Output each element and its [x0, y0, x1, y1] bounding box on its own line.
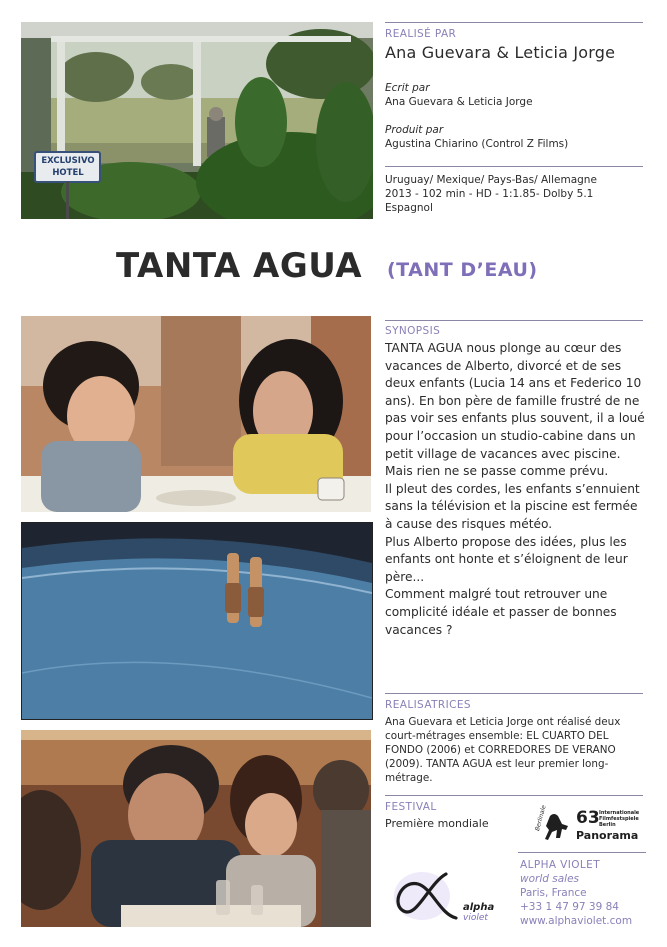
film-still-restaurant	[21, 730, 371, 927]
producer-name: Agustina Chiarino (Control Z Films)	[385, 138, 569, 150]
festival-label: FESTIVAL	[385, 801, 437, 813]
distributor-name: ALPHA VIOLET	[520, 859, 601, 871]
synopsis-paragraph: Plus Alberto propose des idées, plus les enfants ont honte et s’éloignent de leur père...	[385, 534, 628, 584]
directors-name: Ana Guevara & Leticia Jorge	[385, 43, 616, 62]
berlinale-badge	[536, 800, 646, 848]
directors-bio: Ana Guevara et Leticia Jorge ont réalisé deux court-métrages ensemble: EL CUARTO DEL FONDO (2006) et CORREDORES DE VERANO (2009). TANTA AGUA est leur premier long-métrage.	[385, 716, 621, 784]
festival-rule	[385, 795, 643, 796]
synopsis-paragraph: Comment malgré tout retrouver une complicité idéale et passer de bonnes vacances ?	[385, 587, 617, 637]
produced-by-label: Produit par	[385, 124, 444, 136]
directors-rule	[385, 693, 643, 694]
directed-by-label: REALISÉ PAR	[385, 28, 457, 40]
credits-top-rule	[385, 22, 643, 23]
tech-info-language: Espagnol	[385, 202, 433, 214]
hotel-sign-line1: EXCLUSIVO	[41, 156, 95, 166]
synopsis-paragraph: Il pleut des cordes, les enfants s’ennuient sans la télévision et la piscine est fermée à cause des risques météo.	[385, 481, 640, 531]
distributor-role: world sales	[520, 873, 580, 885]
synopsis-text	[385, 340, 647, 639]
alpha-symbol-icon	[388, 866, 473, 926]
berlinale-section: Panorama	[576, 829, 639, 842]
directors-section-label: REALISATRICES	[385, 699, 471, 711]
hotel-sign-line2: HOTEL	[52, 168, 84, 178]
film-still-kids-table	[21, 316, 371, 512]
distributor-website[interactable]: www.alphaviolet.com	[520, 915, 633, 927]
alpha-violet-logo	[388, 866, 508, 926]
berlinale-line2: Filmfestspiele	[599, 816, 639, 822]
logo-word-violet: violet	[463, 913, 488, 923]
film-still-pool	[21, 522, 373, 720]
writers-name: Ana Guevara & Leticia Jorge	[385, 96, 533, 108]
logo-word-alpha: alpha	[463, 902, 495, 913]
synopsis-label: SYNOPSIS	[385, 325, 441, 337]
written-by-label: Ecrit par	[385, 82, 430, 94]
festival-text: Première mondiale	[385, 817, 489, 830]
synopsis-paragraph: TANTA AGUA nous plonge au cœur des vacances de Alberto, divorcé et de ses deux enfants (Lucia 14 ans et Federico 10 ans). En bon père de famille frustré de ne pas voir ses enfants plus souvent, il a loué pour l’occasion un studio-cabine dans un petit village de vacances avec piscine. Mais rien ne se passe comme prévu.	[385, 341, 645, 479]
film-title-translation: (TANT D’EAU)	[387, 259, 538, 281]
distributor-phone: +33 1 47 97 39 84	[520, 901, 619, 913]
berlinale-edition-number: 63	[576, 808, 600, 828]
berlinale-line1: Internationale	[599, 810, 640, 816]
tech-info-countries: Uruguay/ Mexique/ Pays-Bas/ Allemagne	[385, 174, 597, 186]
tech-info-specs: 2013 - 102 min - HD - 1:1.85- Dolby 5.1	[385, 188, 594, 200]
berlinale-line3: Berlin	[599, 822, 616, 828]
synopsis-rule	[385, 320, 643, 321]
film-still-window	[21, 22, 373, 219]
film-title: TANTA AGUA	[116, 246, 363, 286]
distributor-rule	[518, 852, 646, 853]
distributor-city: Paris, France	[520, 887, 587, 899]
berlinale-script-text: Berlinale	[534, 804, 548, 832]
tech-info-rule	[385, 166, 643, 167]
